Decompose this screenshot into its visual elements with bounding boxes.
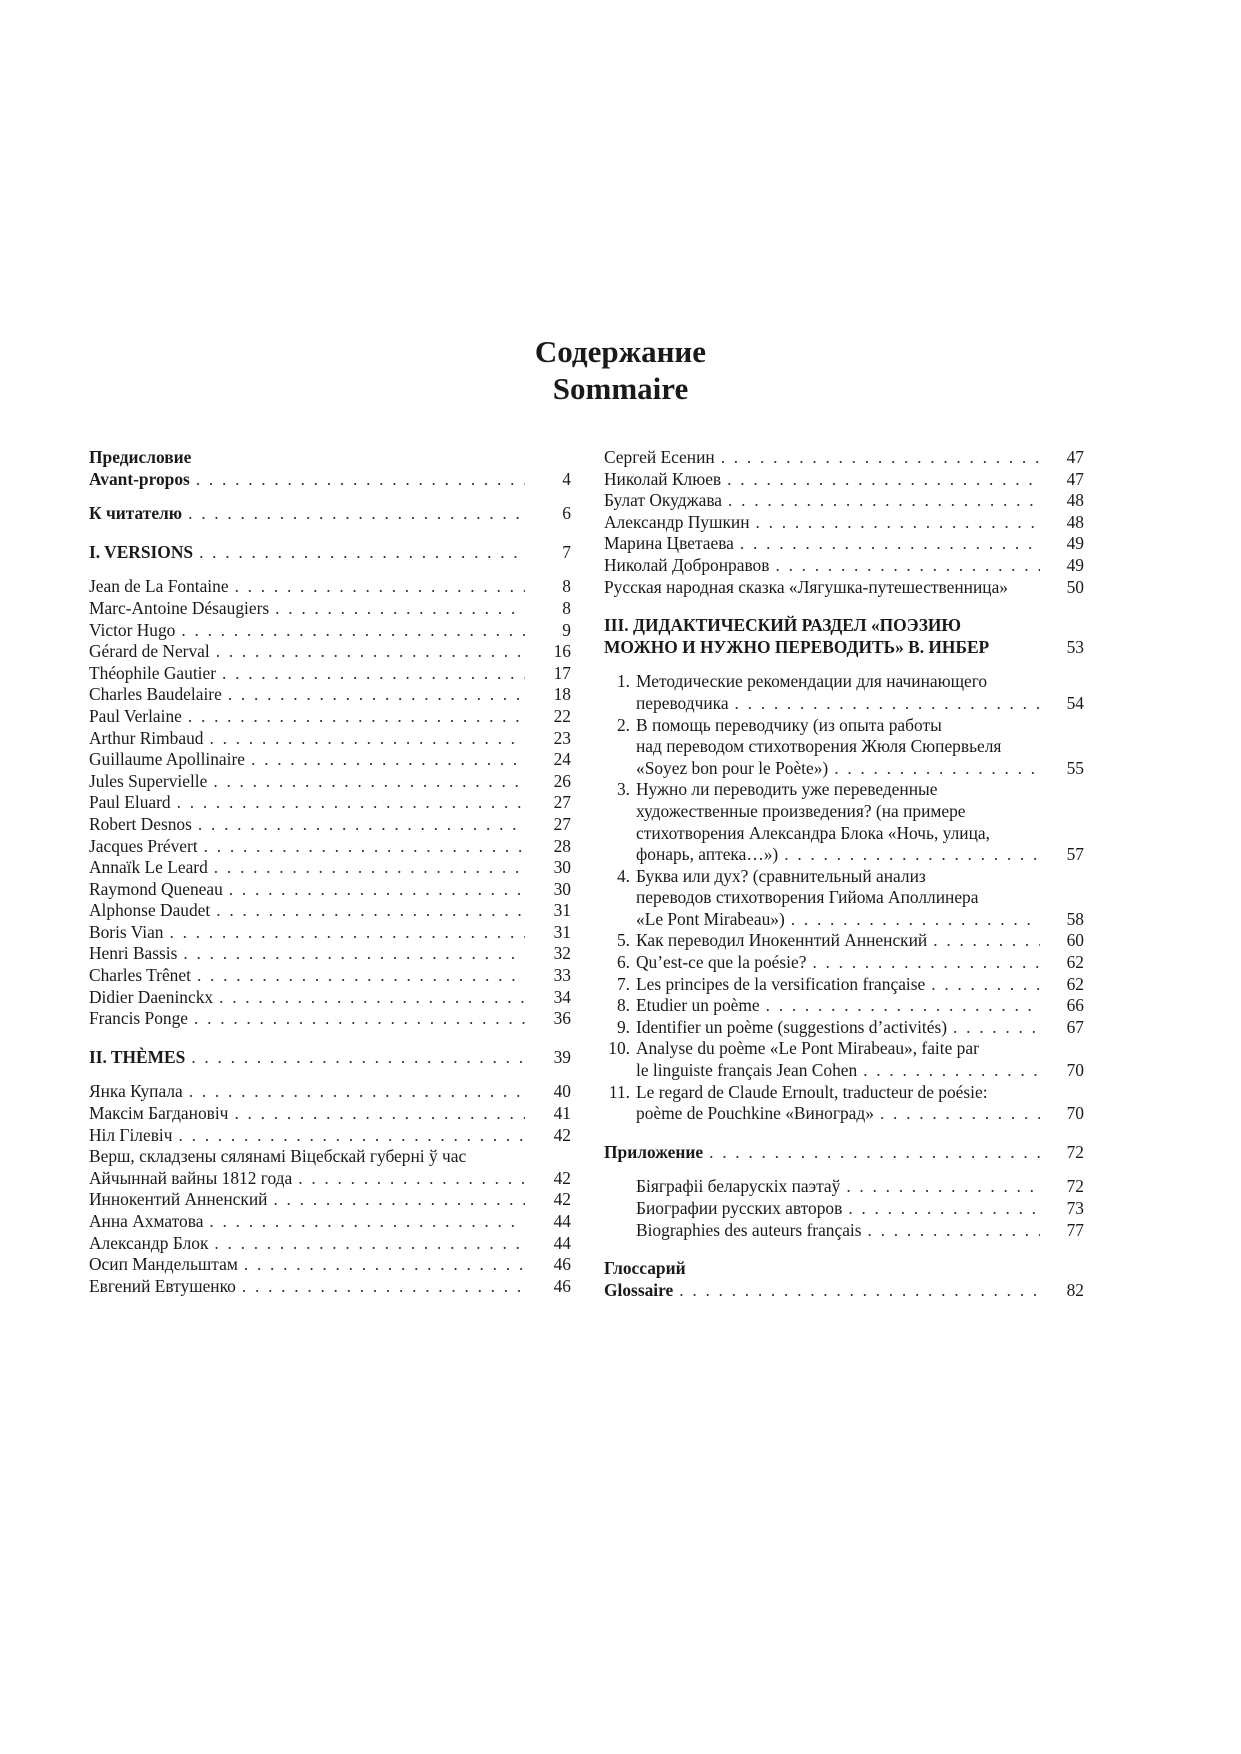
toc-page-number: 48: [1066, 511, 1084, 532]
appendix-list: [604, 1176, 1084, 1241]
toc-entry[interactable]: [604, 1198, 1084, 1220]
toc-section-versions[interactable]: [89, 542, 571, 564]
toc-page-number: 26: [553, 770, 571, 791]
toc-page-number: 8: [562, 597, 571, 618]
toc-entry[interactable]: [89, 1103, 571, 1125]
toc-page-number: 67: [1066, 1016, 1084, 1037]
toc-page-number: 23: [553, 727, 571, 748]
toc-entry[interactable]: [89, 1254, 571, 1276]
toc-label: Henri Bassis: [89, 943, 178, 964]
toc-page-number: 8: [562, 576, 571, 597]
toc-item-number: 9.: [616, 1016, 630, 1037]
toc-label: Marc-Antoine Désaugiers: [89, 597, 270, 618]
toc-item-number: 1.: [616, 671, 630, 692]
toc-entry[interactable]: [89, 728, 571, 750]
toc-label: Анна Ахматова: [89, 1211, 204, 1231]
toc-label: Jules Supervielle: [89, 770, 208, 791]
toc-item-number: 8.: [616, 995, 630, 1016]
toc-label: Янка Купала: [89, 1081, 183, 1102]
toc-label: Les principes de la versification française: [636, 973, 926, 994]
toc-page-number: 70: [1066, 1103, 1084, 1124]
toc-entry[interactable]: [89, 792, 571, 814]
toc-item-number: 7.: [616, 973, 630, 994]
toc-page-number: 41: [553, 1103, 571, 1124]
toc-label: Le regard de Claude Ernoult, traducteur de poésie:: [636, 1081, 988, 1102]
toc-label: Сергей Есенин: [604, 447, 715, 467]
toc-page-number: 48: [1066, 490, 1084, 511]
toc-entry[interactable]: [89, 943, 571, 965]
toc-entry[interactable]: [89, 922, 571, 944]
toc-label: le linguiste français Jean Cohen: [636, 1060, 858, 1081]
toc-label: Биографии русских авторов: [636, 1198, 843, 1218]
toc-label: Буква или дух? (сравнительный анализ: [636, 865, 926, 886]
toc-page-number: 44: [553, 1232, 571, 1253]
didactic-list: [604, 671, 1084, 1124]
toc-page-number: 77: [1066, 1219, 1084, 1240]
toc-label: Raymond Queneau: [89, 878, 223, 899]
toc-entry-preface[interactable]: [89, 469, 571, 491]
toc-page-number: 24: [553, 749, 571, 770]
toc-page-number: 36: [553, 1008, 571, 1029]
toc-label: Осип Мандельштам: [89, 1254, 238, 1275]
toc-label: Identifier un poème (suggestions d’activités): [636, 1016, 948, 1037]
toc-item-number: 5.: [616, 930, 630, 951]
toc-page-number: 46: [553, 1254, 571, 1275]
toc-page-number: 82: [1066, 1279, 1084, 1300]
toc-entry[interactable]: [89, 1125, 571, 1147]
toc-page-number: 34: [553, 986, 571, 1007]
toc-entry[interactable]: [604, 555, 1084, 577]
toc-label: «Soyez bon pour le Poète»): [636, 757, 829, 778]
toc-page-number: 70: [1066, 1060, 1084, 1081]
toc-numbered-entry[interactable]: [604, 930, 1084, 952]
poets-list: [604, 447, 1084, 577]
toc-page-number: 7: [562, 541, 571, 562]
title-fr: Sommaire: [552, 371, 689, 406]
toc-page-number: 47: [1066, 468, 1084, 489]
toc-page-number: 62: [1066, 952, 1084, 973]
toc-label: фонарь, аптека…»): [636, 844, 779, 865]
toc-entry[interactable]: [89, 663, 571, 685]
toc-page-number: 32: [553, 943, 571, 964]
toc-label: переводчика: [636, 692, 729, 713]
toc-entry[interactable]: [89, 576, 571, 598]
toc-entry-glossary-ru: Глоссарий: [604, 1258, 686, 1279]
toc-page-number: 27: [553, 792, 571, 813]
themes-list: [89, 1081, 571, 1146]
toc-entry[interactable]: [89, 879, 571, 901]
toc-label: poème de Pouchkine «Виноград»: [636, 1103, 874, 1124]
toc-page-number: 54: [1066, 692, 1084, 713]
toc-page-number: 22: [553, 705, 571, 726]
toc-entry[interactable]: [89, 684, 571, 706]
toc-right-column: [604, 447, 1084, 1301]
toc-label: К читателю: [89, 503, 183, 524]
toc-label: над переводом стихотворения Жюля Сюпервьеля: [636, 736, 1002, 757]
toc-page-number: 40: [553, 1081, 571, 1102]
toc-entry[interactable]: [89, 620, 571, 642]
toc-page-number: 33: [553, 965, 571, 986]
toc-page-number: 46: [553, 1275, 571, 1296]
toc-entry[interactable]: [89, 1211, 571, 1233]
toc-label: Biographies des auteurs français: [636, 1219, 862, 1240]
toc-label: Guillaume Apollinaire: [89, 749, 245, 770]
toc-item-number: 11.: [608, 1081, 630, 1102]
toc-numbered-entry[interactable]: [604, 1038, 1084, 1081]
toc-label: Jean de La Fontaine: [89, 576, 229, 597]
toc-entry[interactable]: [89, 857, 571, 879]
toc-entry[interactable]: [604, 1176, 1084, 1198]
toc-numbered-entry[interactable]: [604, 779, 1084, 865]
toc-left-column: [89, 447, 571, 1297]
toc-page-number: 30: [553, 878, 571, 899]
toc-label: Біяграфіі беларускіх паэтаў: [636, 1176, 841, 1197]
toc-label: Ніл Гілевіч: [89, 1124, 173, 1145]
toc-label: переводов стихотворения Гийома Аполлинера: [636, 887, 979, 908]
toc-label: Максім Багдановіч: [89, 1103, 229, 1124]
toc-entry-reader[interactable]: [89, 503, 571, 525]
toc-item-number: 6.: [616, 952, 630, 973]
toc-label: Нужно ли переводить уже переведенные: [636, 779, 938, 800]
toc-label: В помощь переводчику (из опыта работы: [636, 714, 942, 735]
toc-label: Paul Eluard: [89, 792, 171, 813]
toc-label: Victor Hugo: [89, 619, 176, 640]
toc-numbered-entry[interactable]: [604, 1017, 1084, 1039]
toc-numbered-entry[interactable]: [604, 715, 1084, 780]
toc-label: Александр Пушкин: [604, 511, 750, 532]
toc-entry[interactable]: [89, 641, 571, 663]
toc-label: Francis Ponge: [89, 1008, 189, 1029]
toc-page-number: 30: [553, 857, 571, 878]
toc-label: Théophile Gautier: [89, 662, 216, 683]
toc-label: Etudier un poème: [636, 995, 760, 1016]
toc-numbered-entry[interactable]: [604, 866, 1084, 931]
toc-label: Arthur Rimbaud: [89, 727, 204, 748]
toc-label: Николай Клюев: [604, 468, 722, 489]
toc-page-number: 72: [1066, 1176, 1084, 1197]
toc-page-number: 17: [553, 662, 571, 683]
toc-numbered-entry[interactable]: [604, 995, 1084, 1017]
toc-page-number: 31: [553, 900, 571, 921]
toc-page-number: 9: [562, 619, 571, 640]
toc-entry[interactable]: [604, 512, 1084, 534]
toc-page-number: 49: [1066, 533, 1084, 554]
toc-entry[interactable]: [89, 900, 571, 922]
toc-page-number: 55: [1066, 757, 1084, 778]
toc-page-number: 6: [562, 503, 571, 524]
toc-numbered-entry[interactable]: [604, 671, 1084, 714]
toc-entry[interactable]: [89, 598, 571, 620]
toc-label: «Le Pont Mirabeau»): [636, 908, 785, 929]
toc-label: Марина Цветаева: [604, 533, 734, 554]
toc-page-number: 4: [562, 468, 571, 489]
toc-label: Paul Verlaine: [89, 705, 182, 726]
toc-section-didactic[interactable]: III. ДИДАКТИЧЕСКИЙ РАЗДЕЛ «ПОЭЗИЮ МОЖНО И НУЖНО ПЕРЕВОДИТЬ» В. ИНБЕР 53: [604, 615, 1084, 657]
title-ru: Содержание: [534, 334, 707, 369]
toc-label: I. VERSIONS: [89, 541, 194, 562]
toc-entry[interactable]: [89, 1233, 571, 1255]
toc-label: Qu’est-ce que la poésie?: [636, 952, 807, 973]
toc-entry[interactable]: [604, 533, 1084, 555]
toc-label: Приложение: [604, 1141, 704, 1162]
toc-label: Русская народная сказка «Лягушка-путешественница»: [604, 576, 1008, 597]
toc-entry[interactable]: [89, 1189, 571, 1211]
toc-entry[interactable]: [89, 987, 571, 1009]
toc-item-number: 2.: [616, 714, 630, 735]
toc-page-number: 18: [553, 684, 571, 705]
toc-section-themes[interactable]: [89, 1047, 571, 1069]
toc-page-number: 42: [553, 1167, 571, 1188]
toc-label: художественные произведения? (на примере: [636, 800, 966, 821]
toc-page-number: 62: [1066, 973, 1084, 994]
toc-label: Как переводил Инокеннтий Анненский: [636, 930, 928, 951]
versions-list: [89, 576, 571, 1029]
toc-label: Николай Добронравов: [604, 554, 770, 575]
toc-label: Булат Окуджава: [604, 490, 723, 511]
toc-label: Методические рекомендации для начинающего: [636, 671, 988, 692]
toc-label: Annaïk Le Leard: [89, 857, 208, 878]
toc-page-number: 28: [553, 835, 571, 856]
toc-page-number: 47: [1066, 447, 1084, 467]
toc-label: Boris Vian: [89, 921, 164, 942]
toc-label: Analyse du poème «Le Pont Mirabeau», faite par: [636, 1038, 979, 1059]
toc-label: II. THÈMES: [89, 1046, 186, 1067]
toc-entry[interactable]: [604, 469, 1084, 491]
toc-entry[interactable]: [89, 814, 571, 836]
toc-entry[interactable]: [89, 1008, 571, 1030]
toc-page-number: 16: [553, 641, 571, 662]
toc-entry-preface-ru: Предисловие: [89, 447, 192, 467]
toc-page-number: 42: [553, 1189, 571, 1210]
toc-page-number: 42: [553, 1124, 571, 1145]
toc-label: Glossaire: [604, 1279, 674, 1300]
toc-entry[interactable]: [89, 1081, 571, 1103]
toc-item-number: 3.: [616, 779, 630, 800]
toc-item-number: 10.: [608, 1038, 630, 1059]
toc-page-number: 72: [1066, 1141, 1084, 1162]
toc-page-number: 39: [553, 1046, 571, 1067]
toc-entry-tale[interactable]: [604, 577, 1084, 599]
toc-numbered-entry[interactable]: [604, 952, 1084, 974]
toc-label: Евгений Евтушенко: [89, 1275, 236, 1296]
toc-numbered-entry[interactable]: [604, 974, 1084, 996]
toc-page-number: 58: [1066, 908, 1084, 929]
toc-label: Александр Блок: [89, 1232, 209, 1253]
toc-label: Gérard de Nerval: [89, 641, 210, 662]
page-title: [0, 333, 1241, 407]
toc-entry-glossary[interactable]: [604, 1280, 1084, 1302]
toc-entry[interactable]: [89, 836, 571, 858]
toc-label: Иннокентий Анненский: [89, 1189, 268, 1210]
toc-page-number: 57: [1066, 844, 1084, 865]
toc-page-number: 31: [553, 921, 571, 942]
toc-label: Didier Daeninckx: [89, 986, 214, 1007]
themes-list-continued: [89, 1189, 571, 1297]
toc-entry[interactable]: [89, 706, 571, 728]
toc-entry[interactable]: [604, 1220, 1084, 1242]
toc-page-number: 49: [1066, 554, 1084, 575]
toc-page-number: 50: [1066, 576, 1084, 597]
toc-page-number: 27: [553, 813, 571, 834]
toc-entry[interactable]: [604, 447, 1084, 469]
toc-entry[interactable]: [89, 965, 571, 987]
toc-entry[interactable]: [89, 771, 571, 793]
toc-label: Alphonse Daudet: [89, 900, 211, 921]
toc-entry[interactable]: [89, 1276, 571, 1298]
toc-label: Jacques Prévert: [89, 835, 198, 856]
toc-page-number: 53: [1066, 636, 1084, 657]
toc-page-number: 73: [1066, 1198, 1084, 1218]
toc-numbered-entry[interactable]: [604, 1082, 1084, 1125]
toc-entry[interactable]: [89, 749, 571, 771]
toc-page-number: 66: [1066, 995, 1084, 1016]
toc-label: Charles Trênet: [89, 965, 191, 986]
toc-item-number: 4.: [616, 865, 630, 886]
toc-entry[interactable]: [604, 490, 1084, 512]
toc-section-appendix[interactable]: [604, 1142, 1084, 1164]
toc-label: Robert Desnos: [89, 813, 192, 834]
toc-label: Charles Baudelaire: [89, 684, 222, 705]
toc-page-number: 60: [1066, 930, 1084, 951]
toc-label: стихотворения Александра Блока «Ночь, улица,: [636, 822, 990, 843]
toc-page-number: 44: [553, 1211, 571, 1231]
toc-label: Avant-propos: [89, 468, 190, 489]
toc-entry-verse[interactable]: Верш, складзены сялянамі Віцебскай губерні ў час Айчыннай вайны 1812 года . . . 42: [89, 1146, 571, 1189]
